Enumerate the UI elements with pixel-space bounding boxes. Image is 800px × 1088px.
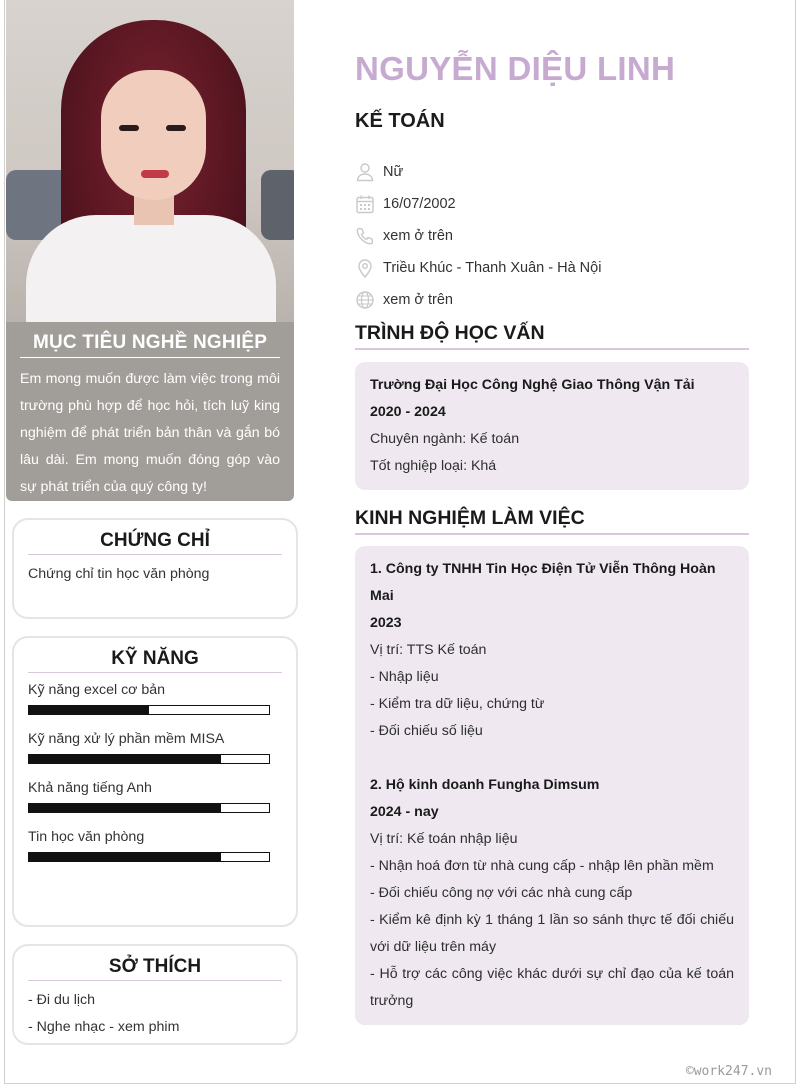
info-text: Nữ xyxy=(383,164,404,180)
location-icon xyxy=(355,257,383,279)
job-title: KẾ TOÁN xyxy=(355,110,445,132)
section-heading: MỤC TIÊU NGHỀ NGHIỆP xyxy=(20,332,280,358)
calendar-icon xyxy=(355,193,383,215)
company-name: 2. Hộ kinh doanh Fungha Dimsum xyxy=(370,777,600,793)
job-period: 2023 xyxy=(370,615,402,631)
hobby-item: - Nghe nhạc - xem phim xyxy=(28,1019,180,1035)
skill-bar xyxy=(28,852,270,862)
skill-item xyxy=(28,728,282,764)
info-text: xem ở trên xyxy=(383,228,453,244)
skill-bar-fill xyxy=(29,706,149,714)
skill-item xyxy=(28,679,282,715)
job-task: - Kiểm kê định kỳ 1 tháng 1 lần so sánh thực tế đối chiếu với dữ liệu trên máy xyxy=(370,912,734,955)
watermark-footer: ©work247.vn xyxy=(685,1064,772,1079)
education-major: Chuyên ngành: Kế toán xyxy=(370,431,520,447)
company-name: 1. Công ty TNHH Tin Học Điện Tử Viễn Thông Hoàn Mai xyxy=(370,561,716,604)
skill-bar-fill xyxy=(29,853,221,861)
education-grade: Tốt nghiệp loại: Khá xyxy=(370,458,497,474)
info-row-address xyxy=(355,252,750,284)
school-name: Trường Đại Học Công Nghệ Giao Thông Vận Tải xyxy=(370,377,695,393)
career-objective-section xyxy=(6,322,294,501)
section-heading: KỸ NĂNG xyxy=(28,648,282,673)
job-period: 2024 - nay xyxy=(370,804,439,820)
hobbies-section xyxy=(12,944,298,1045)
skill-bar-fill xyxy=(29,804,221,812)
education-box xyxy=(355,362,749,490)
phone-icon xyxy=(355,225,383,247)
education-period: 2020 - 2024 xyxy=(370,404,446,420)
info-row-phone xyxy=(355,220,750,252)
section-heading: SỞ THÍCH xyxy=(28,956,282,981)
job-task: - Đối chiếu số liệu xyxy=(370,723,483,739)
section-heading: CHỨNG CHỈ xyxy=(28,530,282,555)
person-icon xyxy=(355,161,383,183)
info-text: xem ở trên xyxy=(383,292,453,308)
personal-info xyxy=(355,156,750,316)
job-task: - Đối chiếu công nợ với các nhà cung cấp xyxy=(370,885,633,901)
skill-item xyxy=(28,777,282,813)
info-row-website xyxy=(355,284,750,316)
skill-bar xyxy=(28,754,270,764)
skill-label: Khả năng tiếng Anh xyxy=(28,780,152,796)
candidate-name: NGUYỄN DIỆU LINH xyxy=(355,50,676,87)
skill-label: Tin học văn phòng xyxy=(28,829,145,845)
skills-section xyxy=(12,636,298,927)
experience-box xyxy=(355,546,749,1025)
job-position: Vị trí: Kế toán nhập liệu xyxy=(370,831,518,847)
education-heading: TRÌNH ĐỘ HỌC VẤN xyxy=(355,322,749,350)
job-task: - Hỗ trợ các công việc khác dưới sự chỉ đạo của kế toán trưởng xyxy=(370,966,734,1009)
hobby-item: - Đi du lịch xyxy=(28,992,96,1008)
info-text: 16/07/2002 xyxy=(383,196,456,212)
skill-label: Kỹ năng xử lý phần mềm MISA xyxy=(28,731,225,747)
info-row-birthday xyxy=(355,188,750,220)
job-position: Vị trí: TTS Kế toán xyxy=(370,642,487,658)
skill-item xyxy=(28,826,282,862)
skill-label: Kỹ năng excel cơ bản xyxy=(28,682,166,698)
objective-text: Em mong muốn được làm việc trong môi trường phù hợp để học hỏi, tích luỹ king nghiệm để phát triển bản thân và gắn bó lâu dài. Em mong muốn đóng góp vào sự phát triển của quý công ty! xyxy=(20,371,280,495)
skill-bar xyxy=(28,803,270,813)
skill-bar-fill xyxy=(29,755,221,763)
job-task: - Nhập liệu xyxy=(370,669,439,685)
globe-icon xyxy=(355,289,383,311)
experience-heading: KINH NGHIỆM LÀM VIỆC xyxy=(355,507,749,535)
job-task: - Nhận hoá đơn từ nhà cung cấp - nhập lên phần mềm xyxy=(370,858,714,874)
info-text: Triều Khúc - Thanh Xuân - Hà Nội xyxy=(383,260,602,276)
profile-photo xyxy=(6,0,294,322)
skill-bar xyxy=(28,705,270,715)
certificate-item: Chứng chỉ tin học văn phòng xyxy=(28,566,210,582)
certificates-section xyxy=(12,518,298,619)
info-row-gender xyxy=(355,156,750,188)
job-task: - Kiểm tra dữ liệu, chứng từ xyxy=(370,696,545,712)
